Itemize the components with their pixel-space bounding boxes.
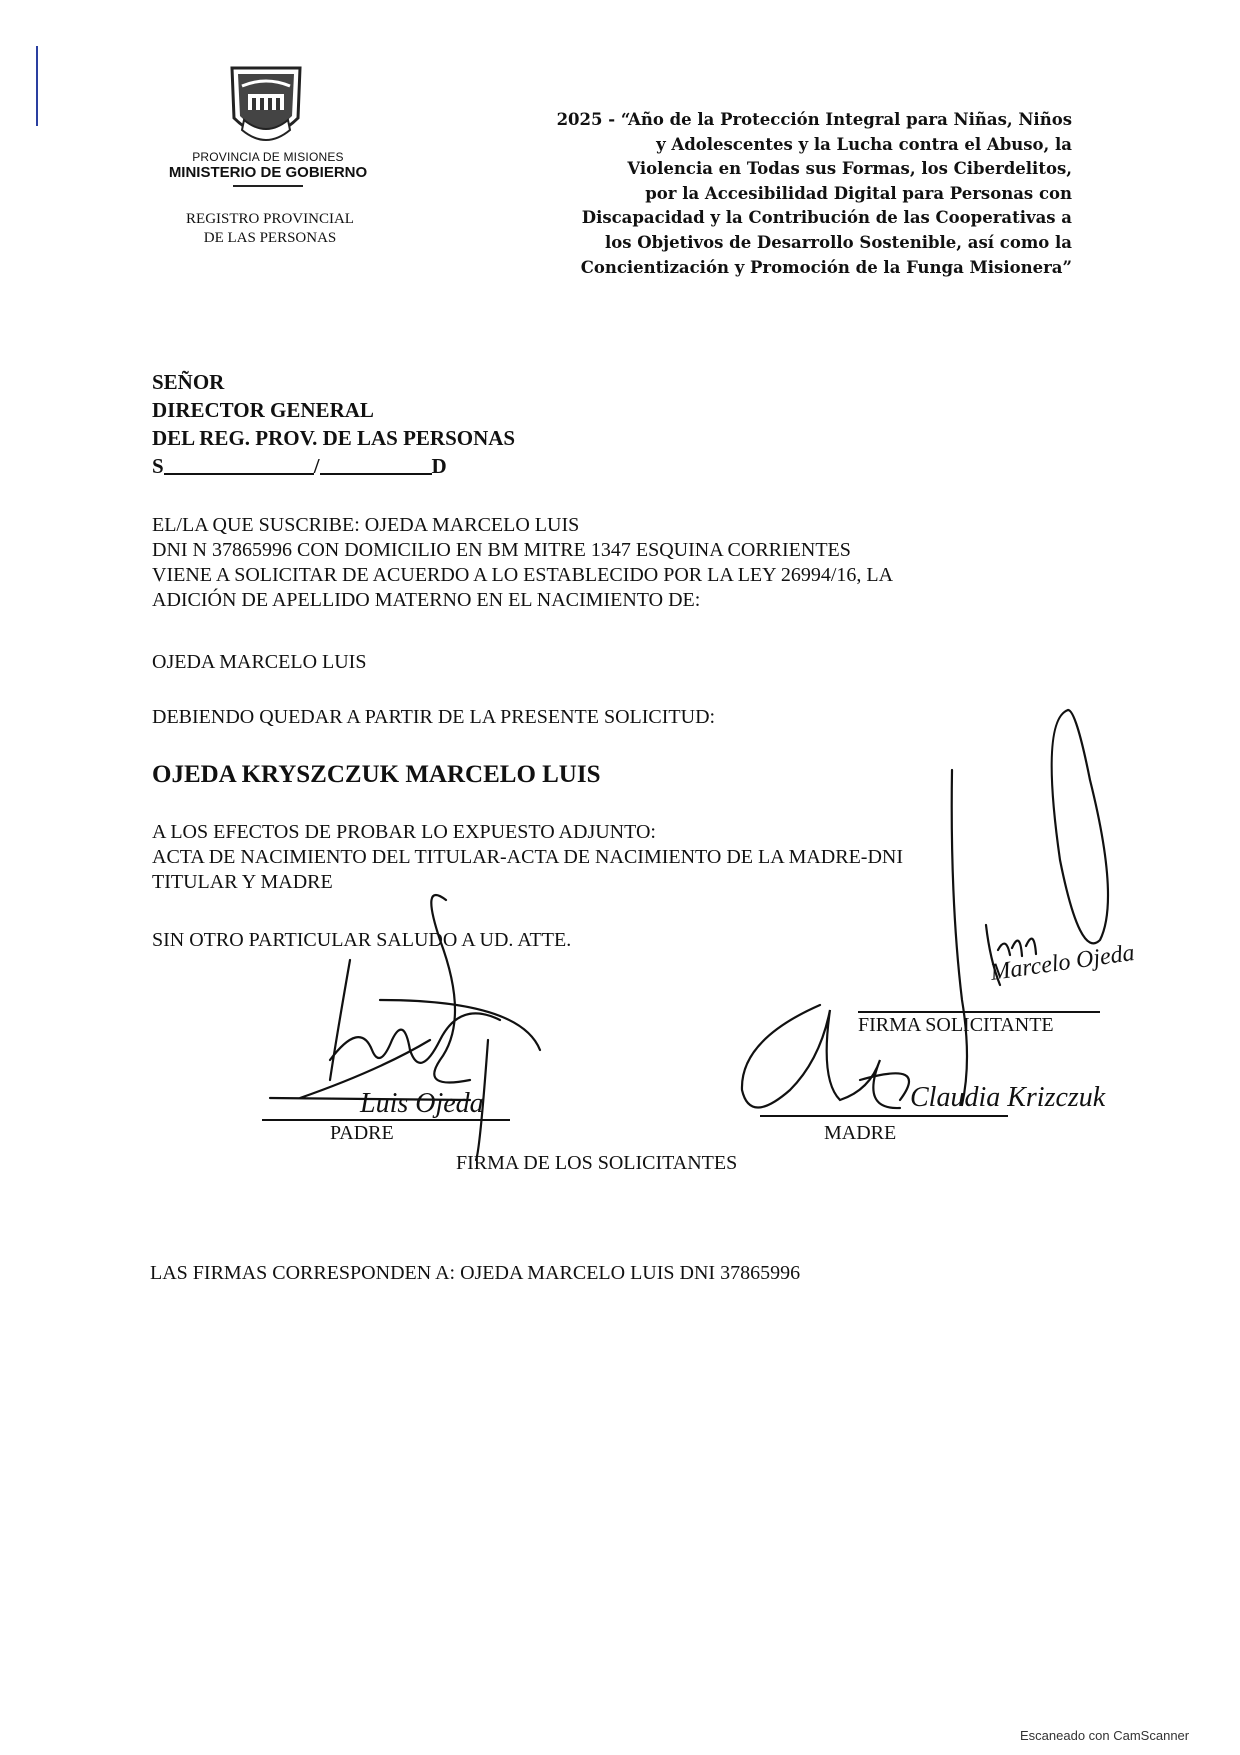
ministry-name: MINISTERIO DE GOBIERNO (168, 164, 368, 181)
motto-line: 2025 - “Año de la Protección Integral para Niñas, Niños (556, 110, 1072, 129)
provincial-seal-icon (224, 58, 308, 150)
madre-signature-text: Claudia Krizczuk (910, 1082, 1106, 1113)
sd-line (152, 452, 515, 480)
new-name: OJEDA KRYSZCZUK MARCELO LUIS (152, 761, 601, 788)
sd-blank (320, 453, 432, 475)
solicitante-signature-icon (986, 710, 1108, 985)
remaining-text: DEBIENDO QUEDAR A PARTIR DE LA PRESENTE SOLICITUD: (152, 706, 716, 728)
addressee-line: DIRECTOR GENERAL (152, 398, 374, 422)
paragraph-line: ACTA DE NACIMIENTO DEL TITULAR-ACTA DE NACIMIENTO DE LA MADRE-DNI (152, 846, 903, 868)
registry-line: REGISTRO PROVINCIAL (186, 211, 354, 227)
madre-label: MADRE (824, 1122, 897, 1144)
registry-line: DE LAS PERSONAS (203, 230, 337, 246)
solicitante-signature-text: Marcelo Ojeda (988, 940, 1137, 986)
province-name: PROVINCIA DE MISIONES (192, 150, 344, 164)
paragraph-line: A LOS EFECTOS DE PROBAR LO EXPUESTO ADJUNTO: (152, 821, 656, 843)
motto-line: y Adolescentes y la Lucha contra el Abuso, la (656, 134, 1072, 154)
addressee-block (152, 368, 515, 480)
padre-label: PADRE (330, 1122, 394, 1144)
signatures-correspond: LAS FIRMAS CORRESPONDEN A: OJEDA MARCELO LUIS DNI 37865996 (150, 1262, 801, 1284)
firma-solicitantes-label: FIRMA DE LOS SOLICITANTES (456, 1152, 738, 1174)
paragraph-line: DNI N 37865996 CON DOMICILIO EN BM MITRE 1347 ESQUINA CORRIENTES (152, 539, 851, 561)
current-name: OJEDA MARCELO LUIS (152, 651, 367, 673)
motto-line: Violencia en Todas sus Formas, los Ciberdelitos, (627, 159, 1072, 179)
motto-line: los Objetivos de Desarrollo Sostenible, así como la (604, 232, 1072, 252)
motto-line: Concientización y Promoción de la Funga Misionera” (580, 257, 1072, 277)
closing-line: SIN OTRO PARTICULAR SALUDO A UD. ATTE. (152, 929, 572, 951)
scan-edge-mark (36, 46, 38, 126)
paragraph-line: TITULAR Y MADRE (152, 871, 333, 893)
paragraph-line: ADICIÓN DE APELLIDO MATERNO EN EL NACIMIENTO DE: (152, 589, 701, 611)
ministry-block (152, 150, 384, 187)
padre-signature-text: Luis Ojeda (360, 1088, 484, 1119)
paragraph-line: VIENE A SOLICITAR DE ACUERDO A LO ESTABLECIDO POR LA LEY 26994/16, LA (152, 564, 894, 586)
addressee-line: DEL REG. PROV. DE LAS PERSONAS (152, 426, 516, 450)
paragraph-line: EL/LA QUE SUSCRIBE: OJEDA MARCELO LUIS (152, 514, 580, 536)
registry-name (160, 210, 380, 248)
ministry-divider (233, 185, 303, 187)
year-motto (470, 108, 1072, 280)
scanner-watermark: Escaneado con CamScanner (1020, 1728, 1190, 1743)
request-paragraph (152, 513, 893, 613)
sd-blank (164, 453, 314, 475)
sd-left: S (152, 454, 164, 478)
addressee-line: SEÑOR (152, 370, 225, 394)
evidence-paragraph (152, 820, 903, 895)
motto-line: Discapacidad y la Contribución de las Cooperativas a (581, 208, 1072, 228)
sd-right: D (431, 454, 447, 478)
motto-line: por la Accesibilidad Digital para Personas con (645, 183, 1072, 203)
firma-solicitante-label: FIRMA SOLICITANTE (858, 1014, 1054, 1036)
sd-mid: / (313, 454, 320, 478)
